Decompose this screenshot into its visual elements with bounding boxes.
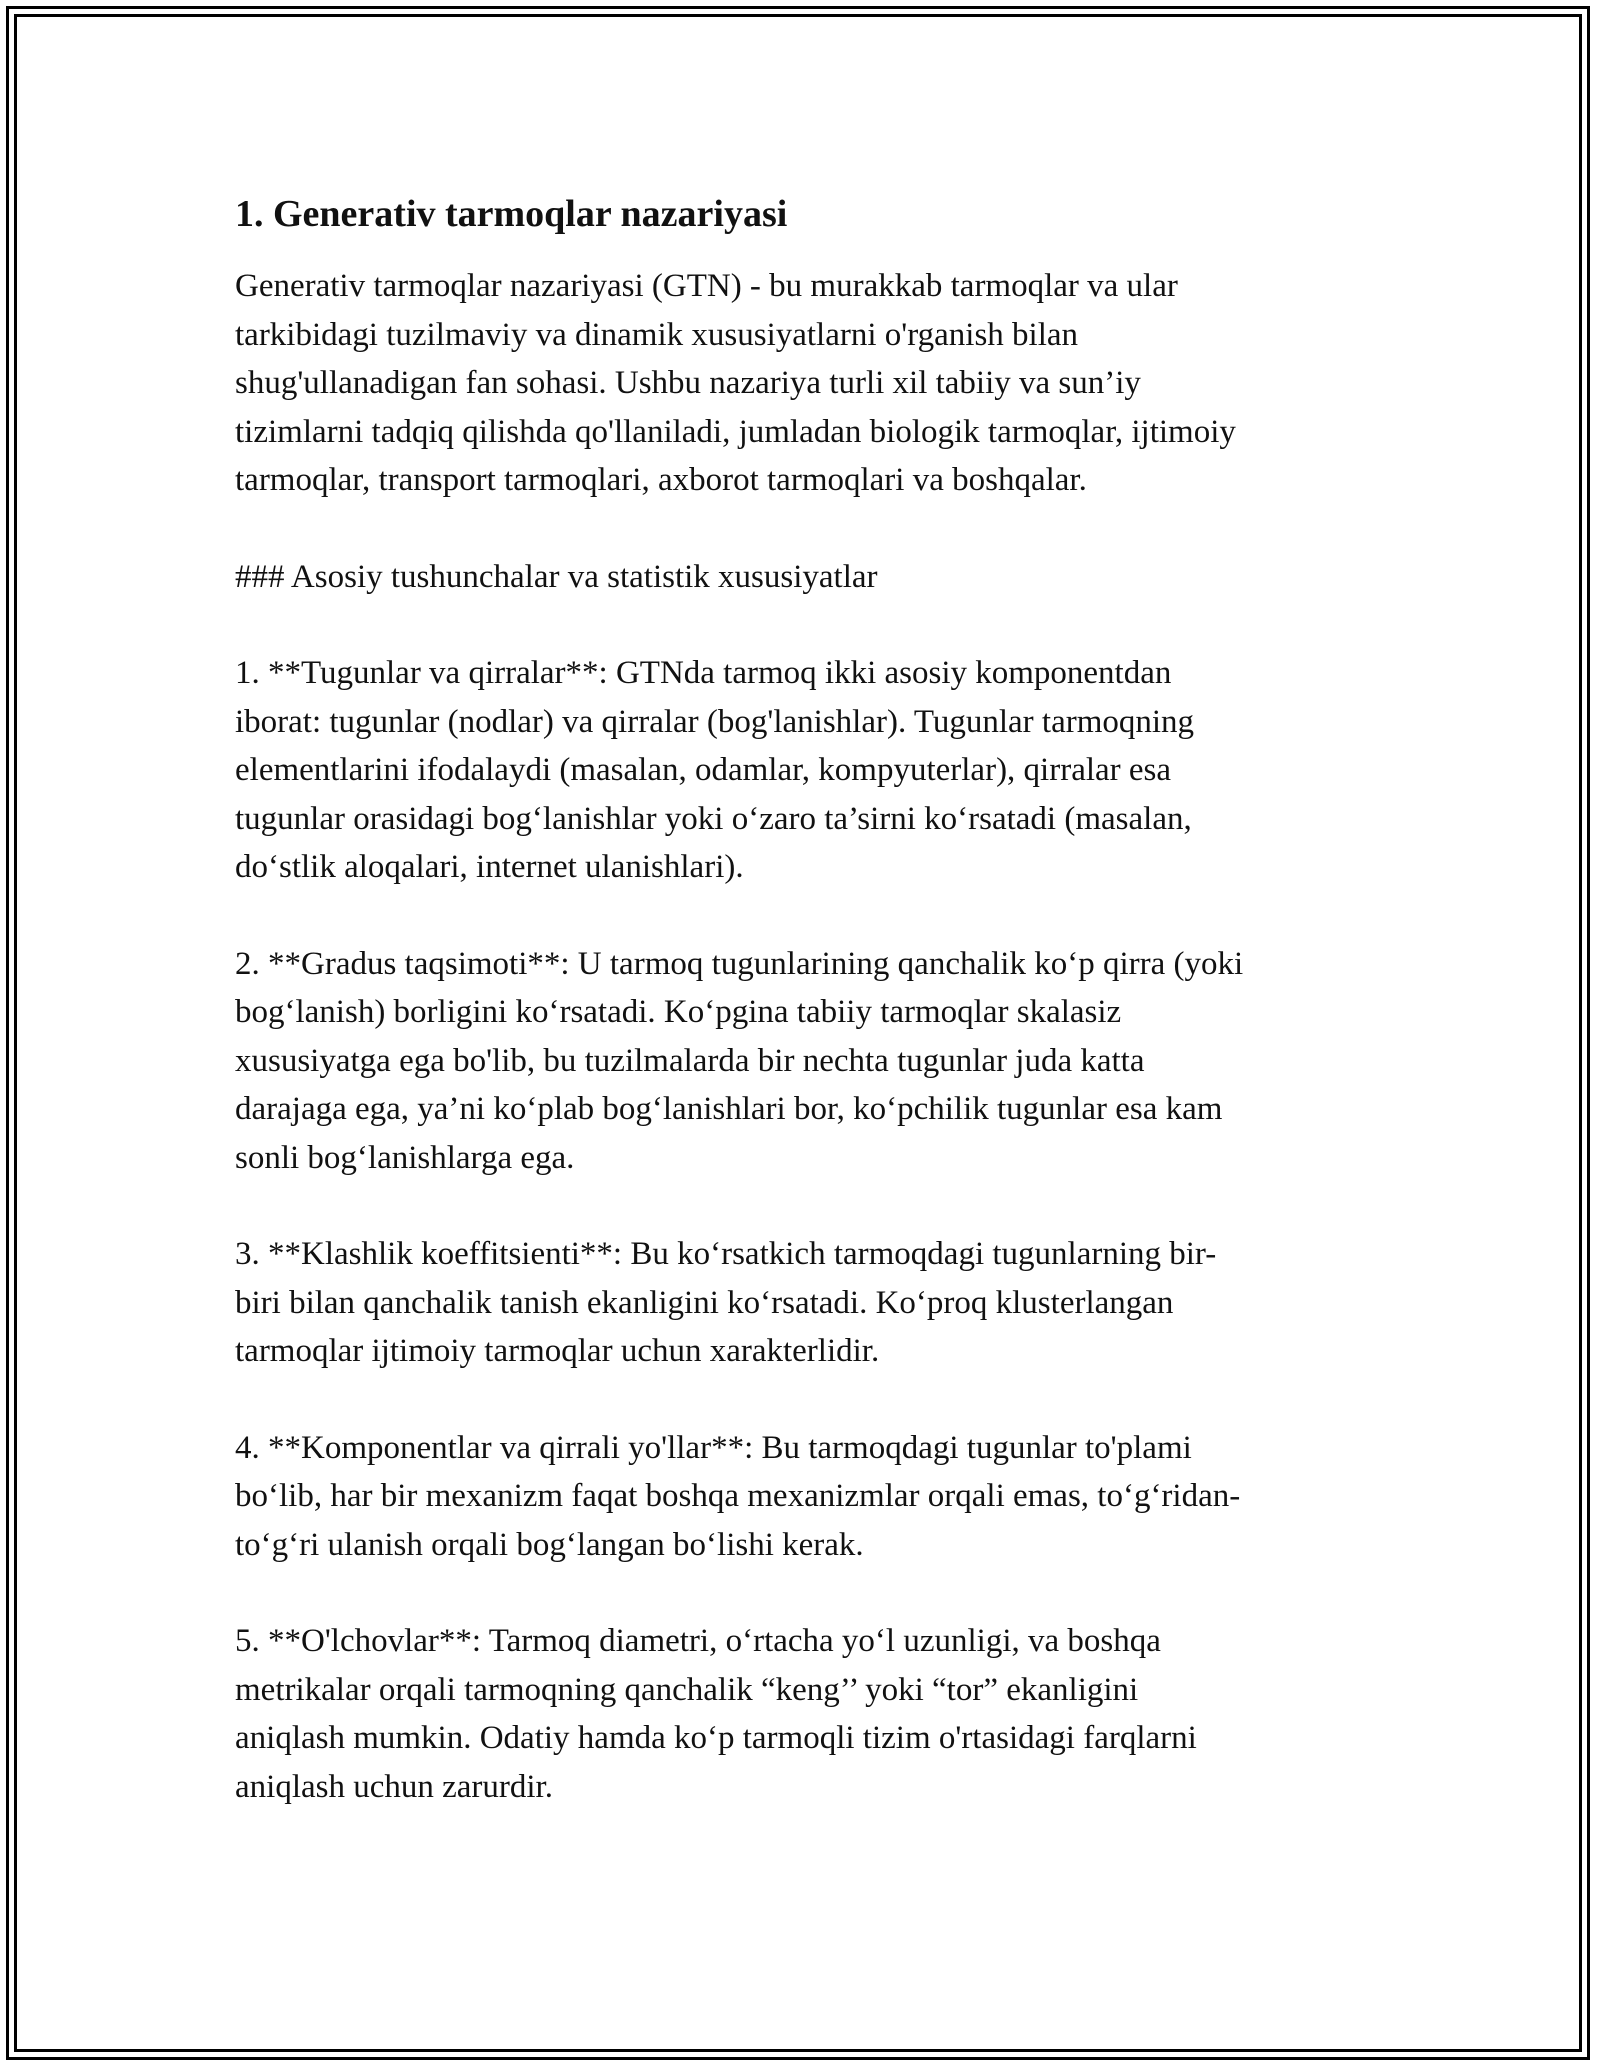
paragraph-line: tarmoqlar, transport tarmoqlari, axborot tarmoqlari va boshqalar. [235, 462, 1087, 498]
paragraph [235, 940, 1365, 1183]
paragraph-line: bog‘lanish) borligini ko‘rsatadi. Ko‘pgina tabiiy tarmoqlar skalasiz [235, 994, 1122, 1030]
paragraph-line: to‘g‘ri ulanish orqali bog‘langan bo‘lishi kerak. [235, 1526, 864, 1563]
paragraph-line: do‘stlik aloqalari, internet ulanishlari). [235, 849, 744, 885]
paragraph-line: ### Asosiy tushunchalar va statistik xususiyatlar [235, 558, 878, 595]
document-title: 1. Generativ tarmoqlar nazariyasi [235, 193, 788, 235]
paragraph-line: aniqlash uchun zarurdir. [235, 1768, 553, 1805]
paragraph-line: tugunlar orasidagi bog‘lanishlar yoki o‘zaro ta’sirni ko‘rsatadi (masalan, [235, 800, 1192, 837]
paragraph-line: elementlarini ifodalaydi (masalan, odamlar, kompyuterlar), qirralar esa [235, 752, 1172, 788]
paragraph-line: sonli bog‘lanishlarga ega. [235, 1139, 575, 1176]
paragraph [235, 649, 1365, 892]
paragraph [235, 553, 1365, 602]
paragraph-line: 5. **O'lchovlar**: Tarmoq diametri, o‘rtacha yo‘l uzunligi, va boshqa [235, 1623, 1161, 1659]
paragraph [235, 262, 1365, 505]
paragraph-line: bo‘lib, har bir mexanizm faqat boshqa mexanizmlar orqali emas, to‘g‘ridan- [235, 1478, 1241, 1514]
paragraph [235, 1424, 1365, 1570]
paragraph-line: tizimlarni tadqiq qilishda qo'llaniladi, jumladan biologik tarmoqlar, ijtimoiy [235, 413, 1236, 450]
paragraph-line: Generativ tarmoqlar nazariyasi (GTN) - bu murakkab tarmoqlar va ular [235, 268, 1178, 304]
paragraph-line: tarmoqlar ijtimoiy tarmoqlar uchun xarakterlidir. [235, 1333, 880, 1369]
paragraph-line: iborat: tugunlar (nodlar) va qirralar (bog'lanishlar). Tugunlar tarmoqning [235, 703, 1195, 740]
document-body [235, 188, 1365, 1859]
paragraph-line: xususiyatga ega bo'lib, bu tuzilmalarda bir nechta tugunlar juda katta [235, 1042, 1145, 1079]
paragraph-line: metrikalar orqali tarmoqning qanchalik “keng’’ yoki “tor” ekanligini [235, 1671, 1139, 1708]
paragraph-line: 2. **Gradus taqsimoti**: U tarmoq tugunlarining qanchalik ko‘p qirra (yoki [235, 945, 1244, 982]
paragraph-list [235, 262, 1365, 1811]
paragraph-line: shug'ullanadigan fan sohasi. Ushbu nazariya turli xil tabiiy va sun’iy [235, 365, 1141, 401]
paragraph-line: biri bilan qanchalik tanish ekanligini ko‘rsatadi. Ko‘proq klusterlangan [235, 1284, 1174, 1321]
paragraph [235, 1617, 1365, 1811]
paragraph-line: 4. **Komponentlar va qirrali yo'llar**: Bu tarmoqdagi tugunlar to'plami [235, 1429, 1192, 1466]
paragraph-line: 3. **Klashlik koeffitsienti**: Bu ko‘rsatkich tarmoqdagi tugunlarning bir- [235, 1236, 1217, 1272]
paragraph-line: tarkibidagi tuzilmaviy va dinamik xususiyatlarni o'rganish bilan [235, 316, 1079, 353]
paragraph-line: darajaga ega, ya’ni ko‘plab bog‘lanishlari bor, ko‘pchilik tugunlar esa kam [235, 1091, 1223, 1127]
paragraph-line: 1. **Tugunlar va qirralar**: GTNda tarmoq ikki asosiy komponentdan [235, 655, 1172, 691]
paragraph-line: aniqlash mumkin. Odatiy hamda ko‘p tarmoqli tizim o'rtasidagi farqlarni [235, 1720, 1197, 1756]
paragraph [235, 1230, 1365, 1376]
